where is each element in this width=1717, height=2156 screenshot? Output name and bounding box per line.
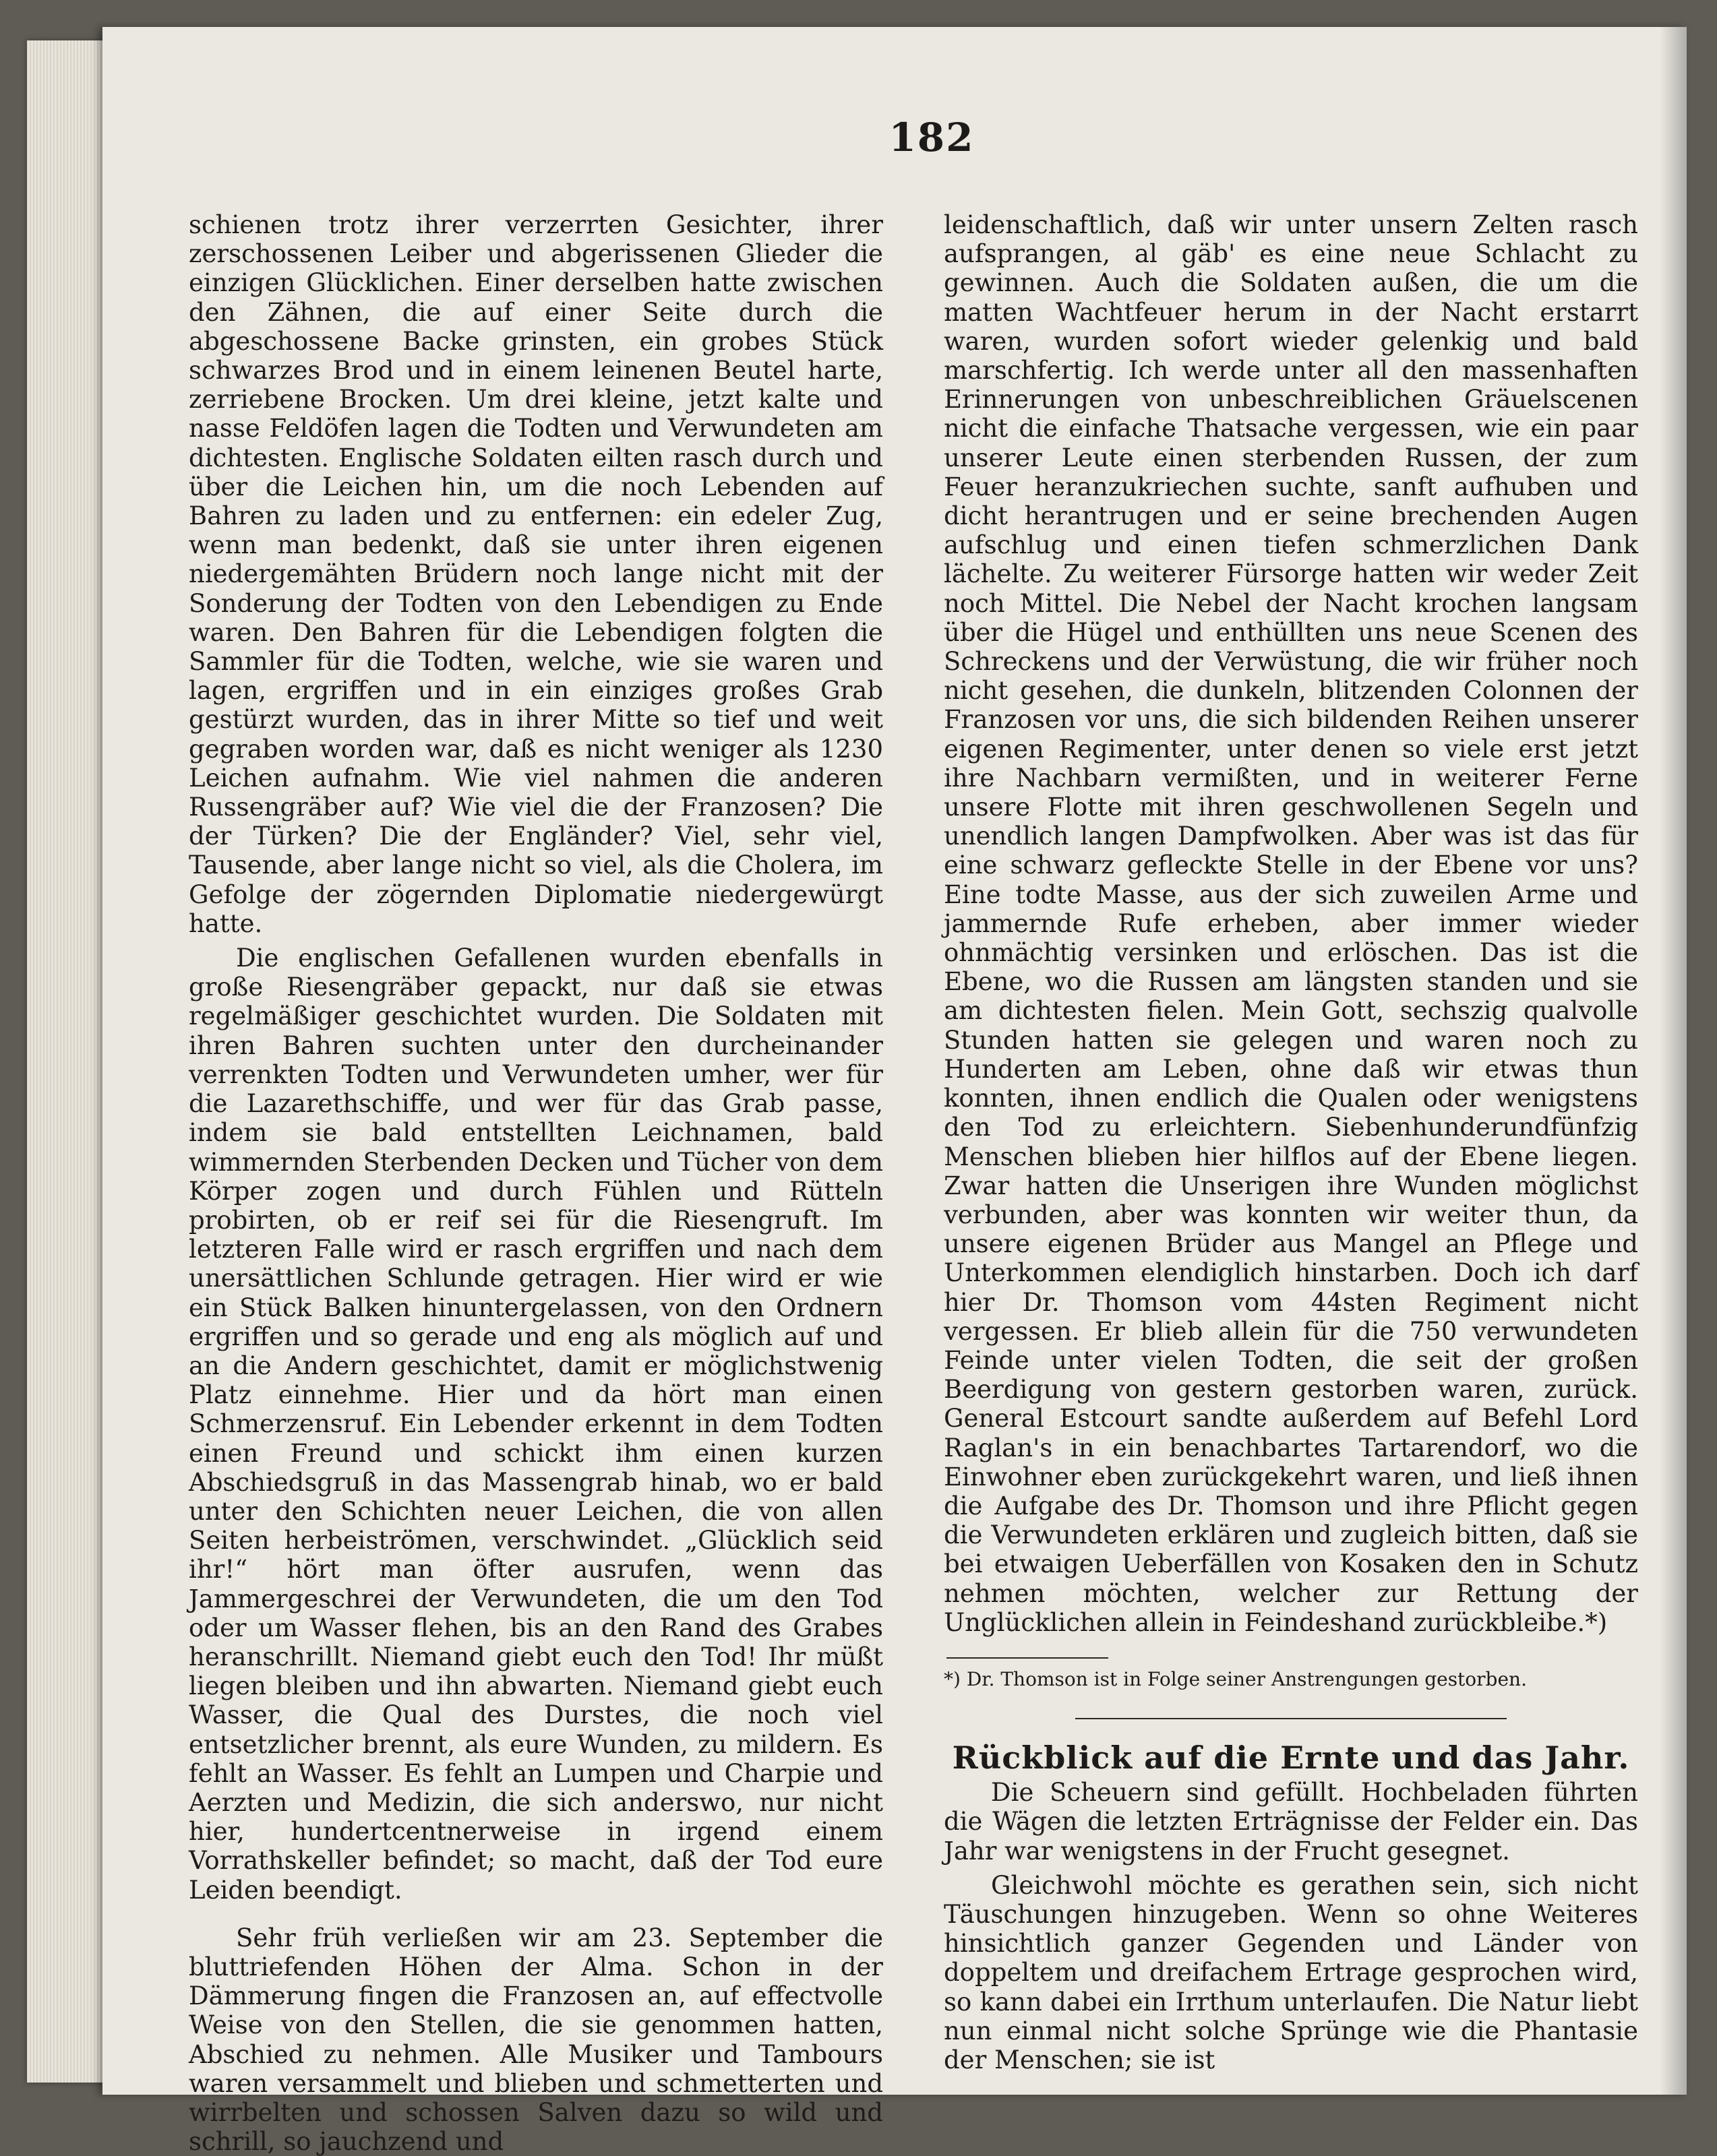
left-paragraph-3: Sehr früh verließen wir am 23. September die bluttriefenden Höhen der Alma. Schon in der Dämmerung fingen die Franzosen an, auf effectvolle Weise von den Stellen, die sie genommen hatten, Abschied zu nehmen. Alle Musiker und Tambours waren versammelt und blieben und schmetterten und wirrbelten und schossen Salven dazu so wild und schrill, so jauchzend und bbox=[189, 1923, 883, 2156]
footnote-rule bbox=[946, 1657, 1108, 1659]
footnote: *) Dr. Thomson ist in Folge seiner Anstrengungen gestorben. bbox=[944, 1667, 1527, 1690]
page-number: 182 bbox=[888, 115, 975, 160]
book-page-edges bbox=[27, 40, 108, 2083]
section-divider bbox=[1075, 1718, 1507, 1719]
section-heading: Rückblick auf die Ernte und das Jahr. bbox=[952, 1739, 1630, 1776]
left-paragraph-1: schienen trotz ihrer verzerrten Gesichter, ihrer zerschossenen Leiber und abgerissenen Glieder die einzigen Glücklichen. Einer derselben hatte zwischen den Zähnen, die auf einer Seite durch die abgeschossene Backe grinsten, ein grobes Stück schwarzes Brod und in einem leinenen Beutel harte, zerriebene Brocken. Um drei kleine, jetzt kalte und nasse Feldöfen lagen die Todten und Verwundeten am dichtesten. Englische Soldaten eilten rasch durch und über die Leichen hin, um die noch Lebenden auf Bahren zu laden und zu entfernen: ein edeler Zug, wenn man bedenkt, daß sie unter ihren eigenen niedergemähten Brüdern noch lange nicht mit der Sonderung der Todten von den Lebendigen zu Ende waren. Den Bahren für die Lebendigen folgten die Sammler für die Todten, welche, wie sie waren und lagen, ergriffen und in ein einziges großes Grab gestürzt wurden, das in ihrer Mitte so tief und weit gegraben worden war, daß es nicht weniger als 1230 Leichen aufnahm. Wie viel nahmen die anderen Russengräber auf? Wie viel die der Franzosen? Die der Türken? Die der Engländer? Viel, sehr viel, Tausende, aber lange nicht so viel, als die Cholera, im Gefolge der zögernden Diplomatie niedergewürgt hatte. bbox=[189, 210, 883, 938]
left-paragraph-2: Die englischen Gefallenen wurden ebenfalls in große Riesengräber gepackt, nur daß sie etwas regelmäßiger geschichtet wurden. Die Soldaten mit ihren Bahren suchten unter den durcheinander verrenkten Todten und Verwundeten umher, wer für die Lazarethschiffe, und wer für das Grab passe, indem sie bald entstellten Leichnamen, bald wimmernden Sterbenden Decken und Tücher von dem Körper zogen und durch Fühlen und Rütteln probirten, ob er reif sei für die Riesengruft. Im letzteren Falle wird er rasch ergriffen und nach dem unersättlichen Schlunde getragen. Hier wird er wie ein Stück Balken hinuntergelassen, von den Ordnern ergriffen und so gerade und eng als möglich auf und an die Andern geschichtet, damit er möglichstwenig Platz einnehme. Hier und da hört man einen Schmerzensruf. Ein Lebender erkennt in dem Todten einen Freund und schickt ihm einen kurzen Abschiedsgruß in das Massengrab hinab, wo er bald unter den Schichten neuer Leichen, die von allen Seiten herbeiströmen, verschwindet. „Glücklich seid ihr!“ hört man öfter ausrufen, wenn das Jammergeschrei der Verwundeten, die um den Tod oder um Wasser flehen, bis an den Rand des Grabes heranschrillt. Niemand giebt euch den Tod! Ihr müßt liegen bleiben und ihn abwarten. Niemand giebt euch Wasser, die Qual des Durstes, die noch viel entsetzlicher brennt, als eure Wunden, zu mildern. Es fehlt an Wasser. Es fehlt an Lumpen und Charpie und Aerzten und Medizin, die sich anderswo, nur nicht hier, hundertcentnerweise in irgend einem Vorrathskeller befindet; so macht, daß der Tod eure Leiden beendigt. bbox=[189, 944, 883, 1905]
right-column bbox=[944, 210, 1638, 2074]
section-paragraph-2: Gleichwohl möchte es gerathen sein, sich nicht Täuschungen hinzugeben. Wenn so ohne Weiteres hinsichtlich ganzer Gegenden und Länder von doppeltem und dreifachem Ertrage gesprochen wird, so kann dabei ein Irrthum unterlaufen. Die Natur liebt nun einmal nicht solche Sprünge wie die Phantasie der Menschen; sie ist bbox=[944, 1870, 1638, 2074]
left-column bbox=[189, 210, 883, 2156]
right-paragraph-1: leidenschaftlich, daß wir unter unsern Zelten rasch aufsprangen, al gäb' es eine neue Schlacht zu gewinnen. Auch die Soldaten außen, die um die matten Wachtfeuer herum in der Nacht erstarrt waren, wurden sofort wieder gelenkig und bald marschfertig. Ich werde unter all den massenhaften Erinnerungen von unbeschreiblichen Gräuelscenen nicht die einfache Thatsache vergessen, wie ein paar unserer Leute einen sterbenden Russen, der zum Feuer heranzukriechen suchte, sanft aufhuben und dicht herantrugen und er seine brechenden Augen aufschlug und einen tiefen schmerzlichen Dank lächelte. Zu weiterer Fürsorge hatten wir weder Zeit noch Mittel. Die Nebel der Nacht krochen langsam über die Hügel und enthüllten uns neue Scenen des Schreckens und der Verwüstung, die wir früher noch nicht gesehen, die dunkeln, blitzenden Colonnen der Franzosen vor uns, die sich bildenden Reihen unserer eigenen Regimenter, unter denen so viele erst jetzt ihre Nachbarn vermißten, und in weiterer Ferne unsere Flotte mit ihren geschwollenen Segeln und unendlich langen Dampfwolken. Aber was ist das für eine schwarz gefleckte Stelle in der Ebene vor uns? Eine todte Masse, aus der sich zuweilen Arme und jammernde Rufe erheben, aber immer wieder ohnmächtig versinken und erlöschen. Das ist die Ebene, wo die Russen am längsten standen und sie am dichtesten fielen. Mein Gott, sechszig qualvolle Stunden hatten sie gelegen und waren noch zu Hunderten am Leben, ohne daß wir etwas thun konnten, ihnen endlich die Qualen oder wenigstens den Tod zu erleichtern. Siebenhunderundfünfzig Menschen blieben hier hilflos auf der Ebene liegen. Zwar hatten die Unserigen ihre Wunden möglichst verbunden, aber was konnten wir weiter thun, da unsere eigenen Brüder aus Mangel an Pflege und Unterkommen elendiglich hinstarben. Doch ich darf hier Dr. Thomson vom 44sten Regiment nicht vergessen. Er blieb allein für die 750 verwundeten Feinde unter vielen Todten, die seit der großen Beerdigung von gestern gestorben waren, zurück. General Estcourt sandte außerdem auf Befehl Lord Raglan's in ein benachbartes Tartarendorf, wo die Einwohner eben zurückgekehrt waren, und ließ ihnen die Aufgabe des Dr. Thomson und ihre Pflicht gegen die Verwundeten erklären und zugleich bitten, daß sie bei etwaigen Ueberfällen von Kosaken den in Schutz nehmen möchten, welcher zur Rettung der Unglücklichen allein in Feindeshand zurückbleibe.*) bbox=[944, 210, 1638, 1637]
spine-shadow bbox=[1660, 27, 1687, 2095]
section-paragraph-1: Die Scheuern sind gefüllt. Hochbeladen führten die Wägen die letzten Erträgnisse der Felder ein. Das Jahr war wenigstens in der Frucht gesegnet. bbox=[944, 1778, 1638, 1866]
book-page bbox=[102, 27, 1687, 2156]
